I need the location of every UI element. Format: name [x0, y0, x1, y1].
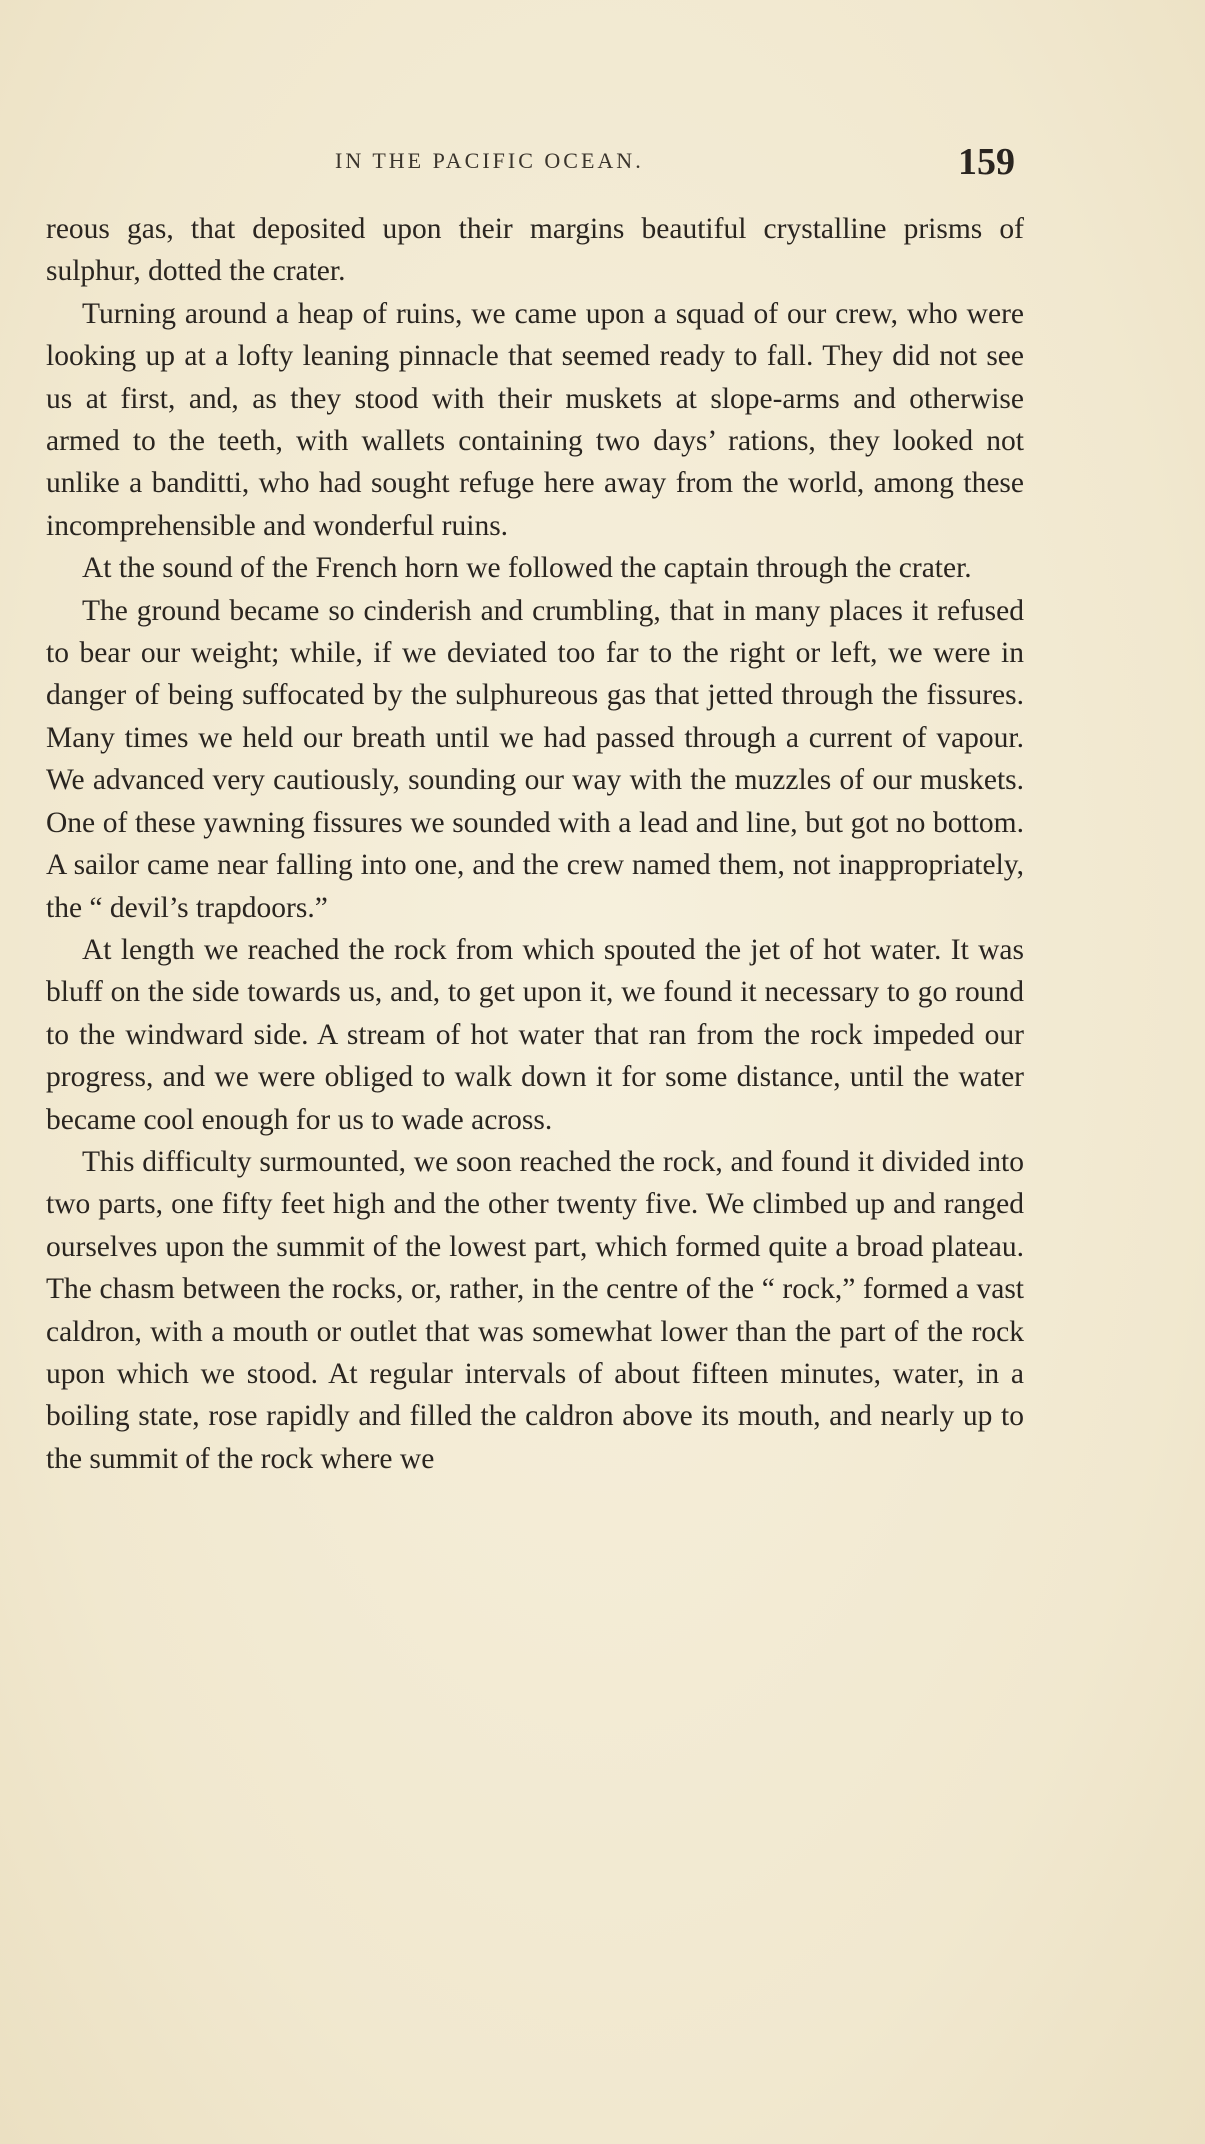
paragraph: Turning around a heap of ruins, we came upon a squad of our crew, who were looking up at a lofty leaning pinnacle that seemed ready to fall. They did not see us at first, and, as they stood with their muskets at slope-arms and otherwise armed to the teeth, with wallets containing two days’ rations, they looked not unlike a banditti, who had sought refuge here away from the world, among these incomprehensible and wonderful ruins.	[46, 297, 1024, 542]
running-head	[0, 140, 1205, 190]
paragraph: At length we reached the rock from which spouted the jet of hot water. It was bluff on the side towards us, and, to get upon it, we found it necessary to go round to the windward side. A stream of hot water that ran from the rock impeded our progress, and we were obliged to walk down it for some distance, until the water became cool enough for us to wade across.	[46, 933, 1024, 1136]
paragraph: At the sound of the French horn we followed the captain through the crater.	[82, 552, 972, 585]
body-text	[46, 208, 1024, 1480]
paragraph: The ground became so cinderish and crumbling, that in many places it refused to bear our weight; while, if we deviated too far to the right or left, we were in danger of being suffocated by the sulphureous gas that jetted through the fissures. Many times we held our breath until we had passed through a current of vapour. We advanced very cautiously, sounding our way with the muzzles of our muskets. One of these yawning fissures we sounded with a lead and line, but got no bottom. A sailor came near falling into one, and the crew named them, not inappropriately, the “ devil’s trapdoors.”	[46, 594, 1024, 924]
page-number: 159	[958, 141, 1015, 183]
running-title: IN THE PACIFIC OCEAN.	[335, 148, 644, 173]
paragraph-continued: reous gas, that deposited upon their margins beautiful crystalline prisms of sulphur, dotted the crater.	[46, 213, 1024, 288]
paragraph: This difficulty surmounted, we soon reached the rock, and found it divided into two parts, one fifty feet high and the other twenty five. We climbed up and ranged ourselves upon the summit of the lowest part, which formed quite a broad plateau. The chasm between the rocks, or, rather, in the centre of the “ rock,” formed a vast caldron, with a mouth or outlet that was somewhat lower than the part of the rock upon which we stood. At regular intervals of about fifteen minutes, water, in a boiling state, rose rapidly and filled the caldron above its mouth, and nearly up to the summit of the rock where we	[46, 1145, 1024, 1475]
